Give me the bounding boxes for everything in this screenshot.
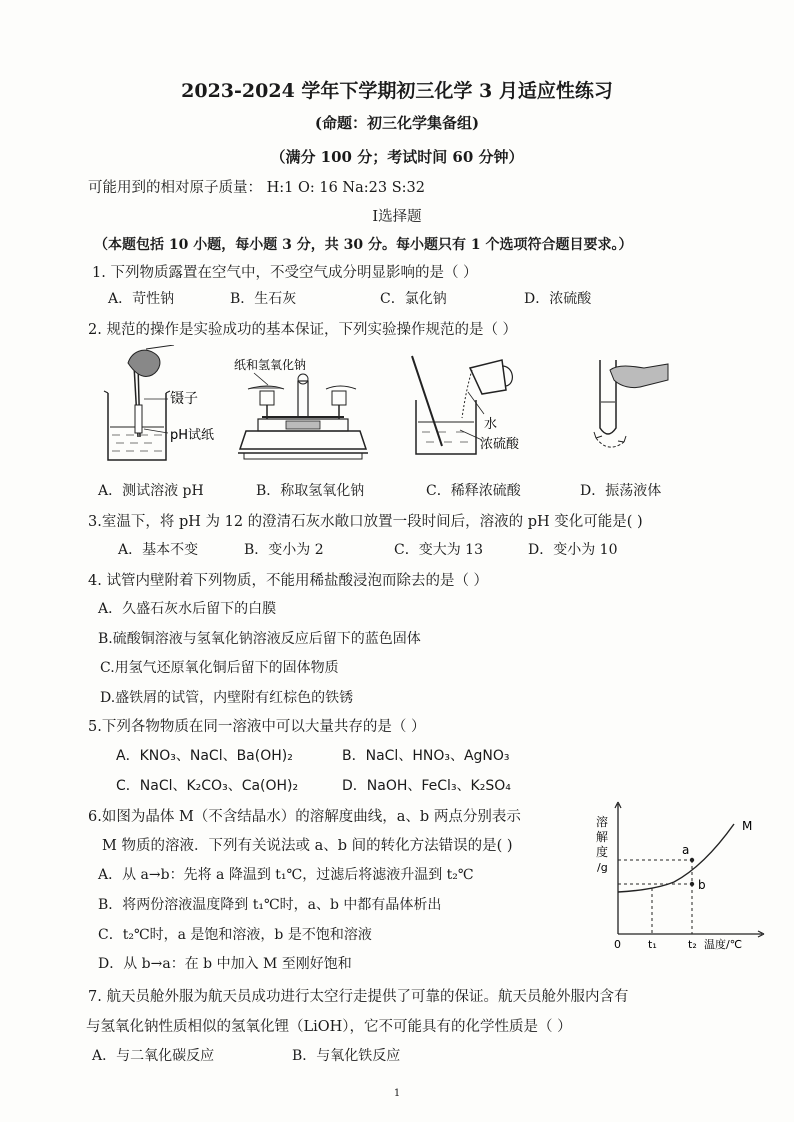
q2-option-a: A．测试溶液 pH bbox=[98, 483, 204, 499]
point-a bbox=[690, 858, 694, 862]
label-paper-naoh: 纸和氢氧化钠 bbox=[234, 358, 307, 372]
q2-option-d: D．振荡液体 bbox=[580, 483, 662, 499]
q7-option-b: B．与氧化铁反应 bbox=[292, 1048, 401, 1064]
q4-stem: 4. 试管内壁附着下列物质，不能用稀盐酸浸泡而除去的是（ ） bbox=[88, 573, 489, 589]
ylabel-unit: /g bbox=[597, 861, 608, 874]
q5-option-c: C．NaCl、K₂CO₃、Ca(OH)₂ bbox=[116, 778, 299, 794]
q6-stem-line1: 6.如图为晶体 M（不含结晶水）的溶解度曲线，a、b 两点分别表示 bbox=[88, 809, 521, 825]
q2-option-c: C．稀释浓硫酸 bbox=[426, 483, 521, 499]
page-number: 1 bbox=[393, 1088, 401, 1099]
solubility-graph bbox=[594, 796, 770, 956]
label-ph-paper: pH试纸 bbox=[170, 428, 215, 443]
q7-stem-line2: 与氢氧化钠性质相似的氢氧化锂（LiOH），它不可能具有的化学性质是（ ） bbox=[86, 1019, 572, 1035]
label-tweezers: 镊子 bbox=[170, 391, 198, 407]
q1-option-b: B．生石灰 bbox=[230, 291, 297, 307]
label-water: 水 bbox=[484, 417, 498, 432]
q1-stem: 1. 下列物质露置在空气中，不受空气成分明显影响的是（ ） bbox=[92, 265, 478, 281]
q6-stem-line2: M 物质的溶液．下列有关说法或 a、b 间的转化方法错误的是( ) bbox=[102, 838, 513, 854]
section-title: Ⅰ选择题 bbox=[372, 209, 422, 225]
q5-option-b: B．NaCl、HNO₃、AgNO₃ bbox=[342, 748, 510, 764]
ylabel-char-1: 溶 bbox=[596, 815, 609, 829]
q6-option-b: B．将两份溶液温度降到 t₁℃时，a、b 中都有晶体析出 bbox=[98, 897, 442, 913]
q5-stem: 5.下列各物物质在同一溶液中可以大量共存的是（ ） bbox=[88, 719, 426, 735]
q1-option-a: A．苛性钠 bbox=[108, 291, 175, 307]
x-origin-label: 0 bbox=[614, 938, 621, 951]
q5-option-d: D．NaOH、FeCl₃、K₂SO₄ bbox=[342, 778, 511, 794]
solubility-curve-m bbox=[618, 824, 734, 892]
q2-figure-balance bbox=[228, 355, 378, 467]
q1-option-c: C．氯化钠 bbox=[380, 291, 447, 307]
q1-option-d: D．浓硫酸 bbox=[524, 291, 592, 307]
q7-stem-line1: 7. 航天员舱外服为航天员成功进行太空行走提供了可靠的保证。航天员舱外服内含有 bbox=[88, 989, 629, 1005]
q2-option-b: B．称取氢氧化钠 bbox=[256, 483, 365, 499]
point-b-label: b bbox=[698, 878, 706, 892]
q5-option-a: A．KNO₃、NaCl、Ba(OH)₂ bbox=[116, 748, 293, 764]
proposer-note: (命题：初三化学集备组) bbox=[314, 114, 480, 132]
curve-label-m: M bbox=[742, 819, 753, 833]
x-t1-label: t₁ bbox=[648, 938, 657, 951]
q7-option-a: A．与二氧化碳反应 bbox=[92, 1048, 215, 1064]
q2-stem: 2. 规范的操作是实验成功的基本保证，下列实验操作规范的是（ ） bbox=[88, 322, 518, 338]
q3-option-c: C．变大为 13 bbox=[394, 542, 483, 558]
q3-option-b: B．变小为 2 bbox=[244, 542, 324, 558]
xlabel: 温度/℃ bbox=[704, 938, 743, 951]
q4-option-d: D.盛铁屑的试管，内壁附有红棕色的铁锈 bbox=[100, 690, 354, 706]
section-instructions: （本题包括 10 小题，每小题 3 分，共 30 分。每小题只有 1 个选项符合题目要求。） bbox=[94, 237, 633, 253]
point-a-label: a bbox=[682, 843, 690, 857]
q3-option-a: A．基本不变 bbox=[118, 542, 199, 558]
q4-option-c: C.用氢气还原氧化铜后留下的固体物质 bbox=[100, 660, 339, 676]
q2-figure-ph-test bbox=[98, 345, 248, 470]
q3-option-d: D．变小为 10 bbox=[528, 542, 618, 558]
page-title: 2023-2024 学年下学期初三化学 3 月适应性练习 bbox=[181, 80, 613, 102]
q6-option-c: C．t₂℃时，a 是饱和溶液，b 是不饱和溶液 bbox=[98, 927, 372, 943]
atomic-masses: 可能用到的相对原子质量： H:1 O: 16 Na:23 S:32 bbox=[88, 180, 425, 196]
q4-option-b: B.硫酸铜溶液与氢氧化钠溶液反应后留下的蓝色固体 bbox=[98, 631, 421, 647]
ylabel-char-3: 度 bbox=[596, 845, 609, 859]
label-conc-acid: 浓硫酸 bbox=[480, 437, 520, 452]
ylabel-char-2: 解 bbox=[596, 830, 609, 844]
q3-stem: 3.室温下，将 pH 为 12 的澄清石灰水敞口放置一段时间后，溶液的 pH 变化可能是( ) bbox=[88, 514, 643, 530]
q6-option-a: A．从 a→b：先将 a 降温到 t₁℃，过滤后将滤液升温到 t₂℃ bbox=[98, 867, 474, 883]
q2-figure-shake bbox=[584, 350, 684, 460]
score-time-note: （满分 100 分；考试时间 60 分钟） bbox=[270, 148, 524, 166]
point-b bbox=[690, 882, 694, 886]
q4-option-a: A．久盛石灰水后留下的白膜 bbox=[98, 601, 277, 617]
q2-figure-dilution bbox=[398, 350, 528, 468]
q6-option-d: D．从 b→a：在 b 中加入 M 至刚好饱和 bbox=[98, 956, 352, 972]
x-t2-label: t₂ bbox=[688, 938, 697, 951]
